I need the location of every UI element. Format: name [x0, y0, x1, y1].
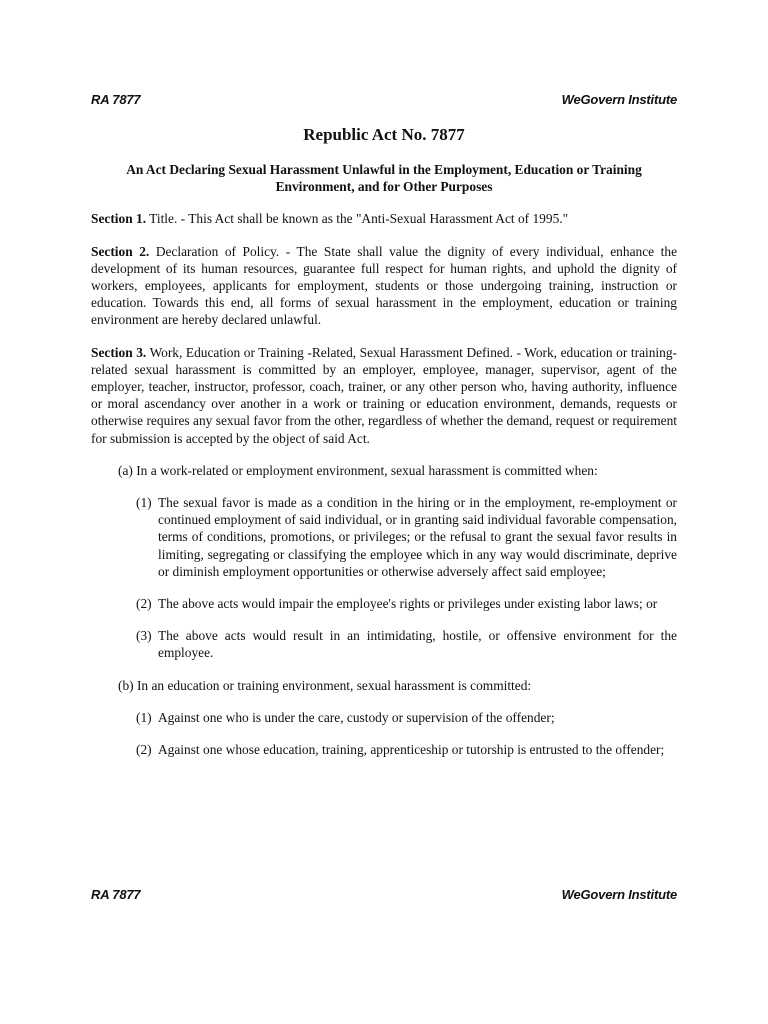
- item-number: (3): [136, 628, 152, 644]
- item-number: (1): [136, 495, 152, 511]
- header-publisher: WeGovern Institute: [561, 92, 677, 107]
- footer-publisher: WeGovern Institute: [561, 887, 677, 902]
- section-label: Section 3.: [91, 344, 147, 360]
- document-body: [91, 124, 677, 773]
- item-number: (2): [136, 596, 152, 612]
- section-text: Title. - This Act shall be known as the "Anti-Sexual Harassment Act of 1995.": [146, 211, 569, 227]
- section-2: [91, 243, 677, 329]
- document-title: Republic Act No. 7877: [303, 125, 465, 144]
- list-item: [136, 741, 677, 758]
- section-label: Section 2.: [91, 243, 150, 259]
- list-item: [136, 709, 677, 726]
- item-text: Against one whose education, training, apprenticeship or tutorship is entrusted to the offender;: [158, 742, 665, 758]
- section-1: [91, 210, 677, 227]
- item-text: Against one who is under the care, custody or supervision of the offender;: [158, 709, 555, 725]
- list-item: [136, 494, 677, 580]
- paragraph-a: (a) In a work-related or employment environment, sexual harassment is committed when:: [118, 462, 598, 478]
- section-3: [91, 344, 677, 447]
- page-footer: [91, 887, 677, 902]
- list-item: [136, 627, 677, 661]
- header-doc-id: RA 7877: [91, 92, 141, 107]
- document-subtitle: An Act Declaring Sexual Harassment Unlawful in the Employment, Education or Training Environment, and for Other Purposes: [126, 162, 642, 195]
- section-label: Section 1.: [91, 211, 147, 227]
- page-header: [91, 92, 677, 107]
- section-text: Declaration of Policy. - The State shall value the dignity of every individual, enhance the development of its human resources, guarantee full respect for human rights, and uphold the dignity of workers, employees, applicants for employment, students or those undergoing training, instruction or education. Towards this end, all forms of sexual harassment in the employment, education or training environment are hereby declared unlawful.: [91, 243, 678, 328]
- item-number: (1): [136, 709, 152, 725]
- item-text: The above acts would result in an intimidating, hostile, or offensive environment for the employee.: [158, 628, 677, 661]
- item-number: (2): [136, 742, 152, 758]
- paragraph-b: (b) In an education or training environment, sexual harassment is committed:: [118, 677, 532, 693]
- item-text: The above acts would impair the employee's rights or privileges under existing labor laws; or: [158, 596, 658, 612]
- item-text: The sexual favor is made as a condition in the hiring or in the employment, re-employment or continued employment of said individual, or in granting said individual favorable compensation, terms of conditions, promotions, or privileges; or the refusal to grant the sexual favor results in limiting, segregating or classifying the employee which in any way would discriminate, deprive or diminish employment opportunities or otherwise adversely affect said employee;: [158, 495, 677, 579]
- list-item: [136, 595, 677, 612]
- footer-doc-id: RA 7877: [91, 887, 141, 902]
- section-text: Work, Education or Training -Related, Sexual Harassment Defined. - Work, education or training-related sexual harassment is committed by an employer, employee, manager, supervisor, agent of the employer, teacher, instructor, professor, coach, trainer, or any other person who, having authority, influence or moral ascendancy over another in a work or training or education environment, demands, requests or otherwise requires any sexual favor from the other, regardless of whether the demand, request or requirement for submission is accepted by the object of said Act.: [91, 344, 678, 446]
